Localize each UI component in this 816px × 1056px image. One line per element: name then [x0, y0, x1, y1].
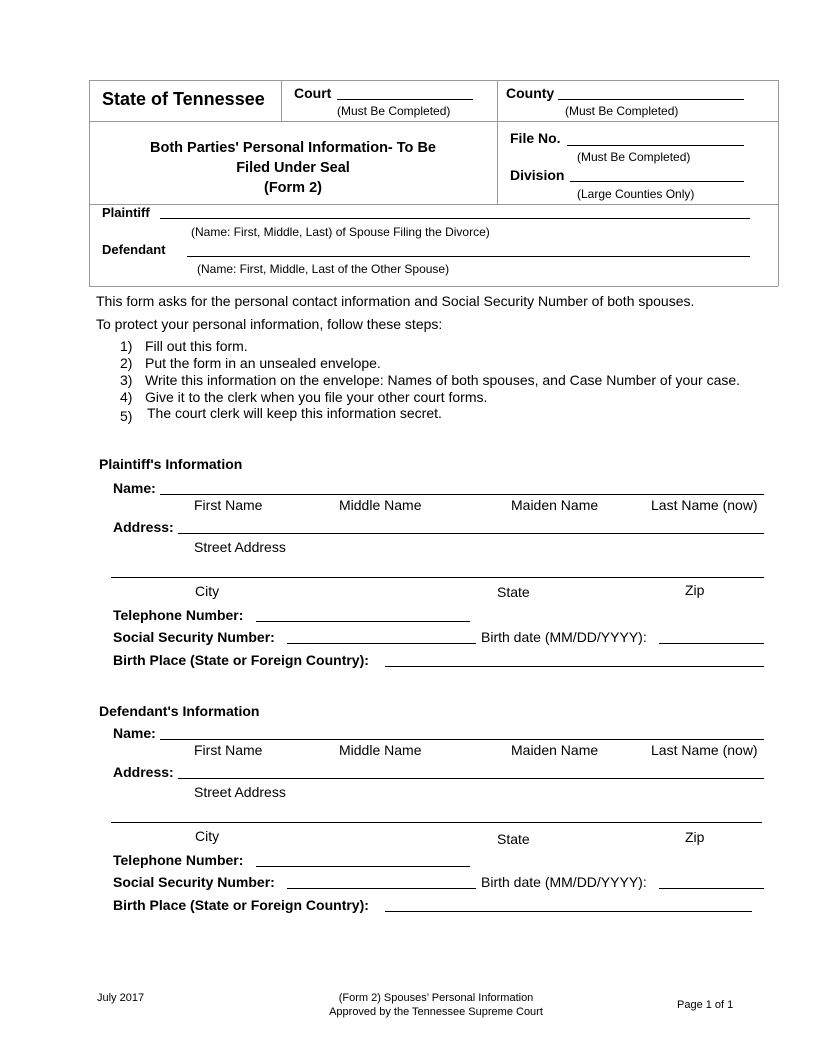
plaintiff-phone-label: Telephone Number: [113, 607, 244, 623]
plaintiff-name-field[interactable] [160, 218, 750, 219]
division-hint: (Large Counties Only) [577, 187, 695, 201]
court-hint: (Must Be Completed) [337, 104, 451, 118]
division-field[interactable] [570, 181, 744, 182]
maiden-name-caption: Maiden Name [511, 497, 599, 513]
plaintiff-birth-place-label: Birth Place (State or Foreign Country): [113, 652, 369, 668]
step-text: Write this information on the envelope: Names of both spouses, and Case Number of your case. [145, 372, 741, 388]
file-no-label: File No. [510, 130, 561, 146]
plaintiff-phone-input[interactable] [256, 621, 470, 622]
defendant-phone-label: Telephone Number: [113, 852, 244, 868]
plaintiff-ssn-label: Social Security Number: [113, 629, 275, 645]
court-field[interactable] [337, 99, 473, 100]
step-text: The court clerk will keep this information secret. [147, 405, 442, 421]
plaintiff-birth-date-input[interactable] [659, 643, 764, 644]
defendant-name-input[interactable] [160, 739, 764, 740]
defendant-phone-input[interactable] [256, 866, 470, 867]
footer-form-title: (Form 2) Spouses’ Personal Information [338, 992, 534, 1004]
defendant-ssn-label: Social Security Number: [113, 874, 275, 890]
defendant-birth-date-label: Birth date (MM/DD/YYYY): [481, 874, 647, 890]
last-name-caption: Last Name (now) [651, 742, 758, 758]
court-label: Court [294, 85, 332, 101]
division-label: Division [510, 167, 565, 183]
file-no-field[interactable] [567, 145, 744, 146]
step-number: 5) [120, 408, 133, 424]
step-number: 1) [120, 338, 133, 354]
intro-line1: This form asks for the personal contact information and Social Security Number of both spouses. [96, 293, 695, 309]
maiden-name-caption: Maiden Name [511, 742, 599, 758]
defendant-name-label: Name: [113, 725, 156, 741]
city-caption: City [195, 583, 220, 599]
step-text: Fill out this form. [145, 338, 248, 354]
header-top-border [89, 80, 778, 81]
footer-approval: Approved by the Tennessee Supreme Court [329, 1006, 543, 1018]
defendant-street-input[interactable] [178, 778, 764, 779]
step-number: 4) [120, 389, 133, 405]
defendant-birth-date-input[interactable] [659, 888, 764, 889]
header-col-divider-1 [281, 80, 282, 121]
header-row-divider [89, 121, 778, 122]
county-label: County [506, 85, 555, 101]
header-right-border [778, 80, 779, 286]
state-caption: State [497, 584, 530, 600]
zip-caption: Zip [685, 582, 705, 598]
middle-name-caption: Middle Name [339, 497, 422, 513]
plaintiff-city-input[interactable] [111, 577, 764, 578]
last-name-caption: Last Name (now) [651, 497, 758, 513]
first-name-caption: First Name [194, 742, 263, 758]
street-caption: Street Address [194, 784, 286, 800]
plaintiff-info-heading: Plaintiff's Information [99, 456, 243, 472]
defendant-birth-place-input[interactable] [385, 911, 752, 912]
zip-caption: Zip [685, 829, 705, 845]
street-caption: Street Address [194, 539, 286, 555]
defendant-birth-place-label: Birth Place (State or Foreign Country): [113, 897, 369, 913]
defendant-ssn-input[interactable] [287, 888, 476, 889]
city-caption: City [195, 828, 220, 844]
defendant-name-field[interactable] [187, 256, 750, 257]
county-field[interactable] [558, 99, 744, 100]
footer-date: July 2017 [97, 992, 145, 1004]
step-number: 3) [120, 372, 133, 388]
defendant-info-heading: Defendant's Information [99, 703, 260, 719]
intro-line2: To protect your personal information, follow these steps: [96, 316, 443, 332]
form-title-line1: Both Parties' Personal Information- To Be [150, 140, 436, 156]
header-row-divider-2 [89, 204, 778, 205]
plaintiff-label: Plaintiff [102, 205, 150, 220]
middle-name-caption: Middle Name [339, 742, 422, 758]
state-caption: State [497, 831, 530, 847]
plaintiff-address-label: Address: [113, 519, 174, 535]
step-text: Give it to the clerk when you file your other court forms. [145, 389, 488, 405]
state-title: State of Tennessee [102, 89, 265, 109]
plaintiff-name-label: Name: [113, 480, 156, 496]
plaintiff-ssn-input[interactable] [287, 643, 476, 644]
defendant-address-label: Address: [113, 764, 174, 780]
plaintiff-birth-place-input[interactable] [385, 666, 764, 667]
first-name-caption: First Name [194, 497, 263, 513]
form-title-line3: (Form 2) [264, 180, 322, 196]
plaintiff-street-input[interactable] [178, 533, 764, 534]
defendant-city-input[interactable] [111, 822, 762, 823]
step-number: 2) [120, 355, 133, 371]
plaintiff-birth-date-label: Birth date (MM/DD/YYYY): [481, 629, 647, 645]
file-no-hint: (Must Be Completed) [577, 150, 691, 164]
defendant-hint: (Name: First, Middle, Last of the Other Spouse) [197, 262, 450, 276]
plaintiff-name-input[interactable] [160, 494, 764, 495]
form-title-line2: Filed Under Seal [236, 160, 350, 176]
county-hint: (Must Be Completed) [565, 104, 679, 118]
step-text: Put the form in an unsealed envelope. [145, 355, 381, 371]
header-col-divider-2 [497, 80, 498, 204]
footer-page-number: Page 1 of 1 [677, 999, 734, 1011]
plaintiff-hint: (Name: First, Middle, Last) of Spouse Filing the Divorce) [191, 225, 490, 239]
header-bottom-border [89, 286, 778, 287]
defendant-label: Defendant [102, 242, 166, 257]
